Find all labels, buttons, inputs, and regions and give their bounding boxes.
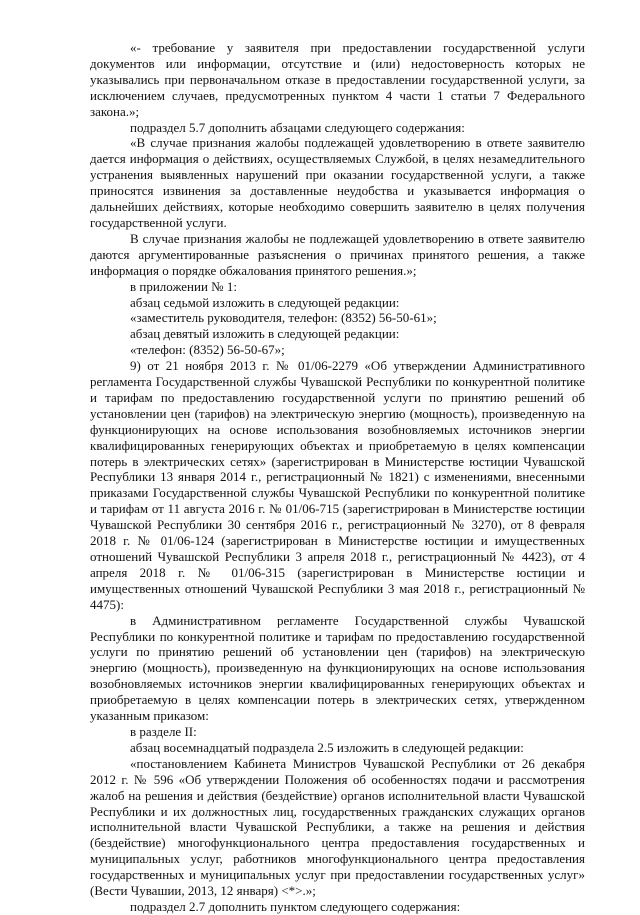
paragraph-deputy-phone: «заместитель руководителя, телефон: (8352) 56-50-61»; [130,310,437,326]
document-page [90,40,585,915]
paragraph-section-2: в разделе II: [130,723,197,739]
paragraph-complaint-satisfied: «В случае признания жалобы подлежащей удовлетворению в ответе заявителю дается информация о действиях, осуществляемых Службой, в целях незамедлительного устранения выявленных нарушений при оказании государственной услуги, а также приносятся извинения за доставленные неудобства и указывается информация о дальнейших действиях, которые необходимо совершить заявителю в целях получения государственной услуги. [90,135,585,230]
paragraph-item-9-order: 9) от 21 ноября 2013 г. № 01/06-2279 «Об утверждении Административного регламента Государственной службы Чувашской Республики по конкурентной политике и тарифам по предоставлению государственной услуги по принятию решений об установлении цен (тарифов) на электрическую энергию (мощность), произведенную на функционирующих на основе использования возобновляемых источников энергии квалифицированных генерирующих объектах и приобретаемую в целях компенсации потерь в электрических сетях» (зарегистрирован в Министерстве юстиции Чувашской Республики 13 января 2014 г., регистрационный № 1821) с изменениями, внесенными приказами Государственной службы Чувашской Республики по конкурентной политике и тарифам от 11 августа 2016 г. № 01/06-715 (зарегистрирован в Министерстве юстиции Чувашской Республики 30 сентября 2016 г., регистрационный № 3270), от 8 февраля 2018 г. № 01/06-124 (зарегистрирован в Министерстве юстиции и имущественных отношений Чувашской Республики 3 апреля 2018 г., регистрационный № 4423), от 4 апреля 2018 г. № 01/06-315 (зарегистрирован в Министерстве юстиции и имущественных отношений Чувашской Республики 3 мая 2018 г., регистрационный № 4475): [90,358,585,612]
paragraph-subsection-5-7: подраздел 5.7 дополнить абзацами следующего содержания: [130,119,465,135]
paragraph-cabinet-resolution: «постановлением Кабинета Министров Чувашской Республики от 26 декабря 2012 г. № 596 «Об утверждении Положения об особенностях подачи и рассмотрения жалоб на решения и действия (бездействие) органов исполнительной власти Чувашской Республики и их должностных лиц, государственных гражданских служащих органов исполнительной власти Чувашской Республики, а также на решения и действия (бездействие) многофункционального центра предоставления государственных и муниципальных услуг, работников многофункционального центра предоставления государственных и муниципальных услуг при предоставлении государственных услуг» (Вести Чувашии, 2013, 12 января) <*>.»; [90,755,585,899]
paragraph-subsection-2-7: подраздел 2.7 дополнить пунктом следующего содержания: [130,898,461,914]
paragraph-requirement-clause: «- требование у заявителя при предоставлении государственной услуги документов или информации, отсутствие и (или) недостоверность которых не указывались при первоначальном отказе в предоставлении государственной услуги, за исключением случаев, предусмотренных пунктом 4 части 1 статьи 7 Федерального закона.»; [90,40,585,119]
paragraph-ninth-abzac: абзац девятый изложить в следующей редакции: [130,326,400,342]
paragraph-seventh-abzac: абзац седьмой изложить в следующей редакции: [130,294,400,310]
paragraph-admin-regulation: в Административном регламенте Государственной службы Чувашской Республики по конкурентной политике и тарифам по предоставлению государственной услуги по принятию решений об установлении цен (тарифов) на электрическую энергию (мощность), произведенную на функционирующих на основе использования возобновляемых источников энергии квалифицированных генерирующих объектах и приобретаемую в целях компенсации потерь в электрических сетях, утвержденном указанным приказом: [90,612,585,724]
paragraph-appendix-1: в приложении № 1: [130,278,237,294]
paragraph-eighteenth-abzac: абзац восемнадцатый подраздела 2.5 изложить в следующей редакции: [130,739,524,755]
paragraph-complaint-rejected: В случае признания жалобы не подлежащей удовлетворению в ответе заявителю даются аргументированные разъяснения о причинах принятого решения, а также информация о порядке обжалования принятого решения.»; [90,230,585,278]
paragraph-phone: «телефон: (8352) 56-50-67»; [130,342,285,358]
